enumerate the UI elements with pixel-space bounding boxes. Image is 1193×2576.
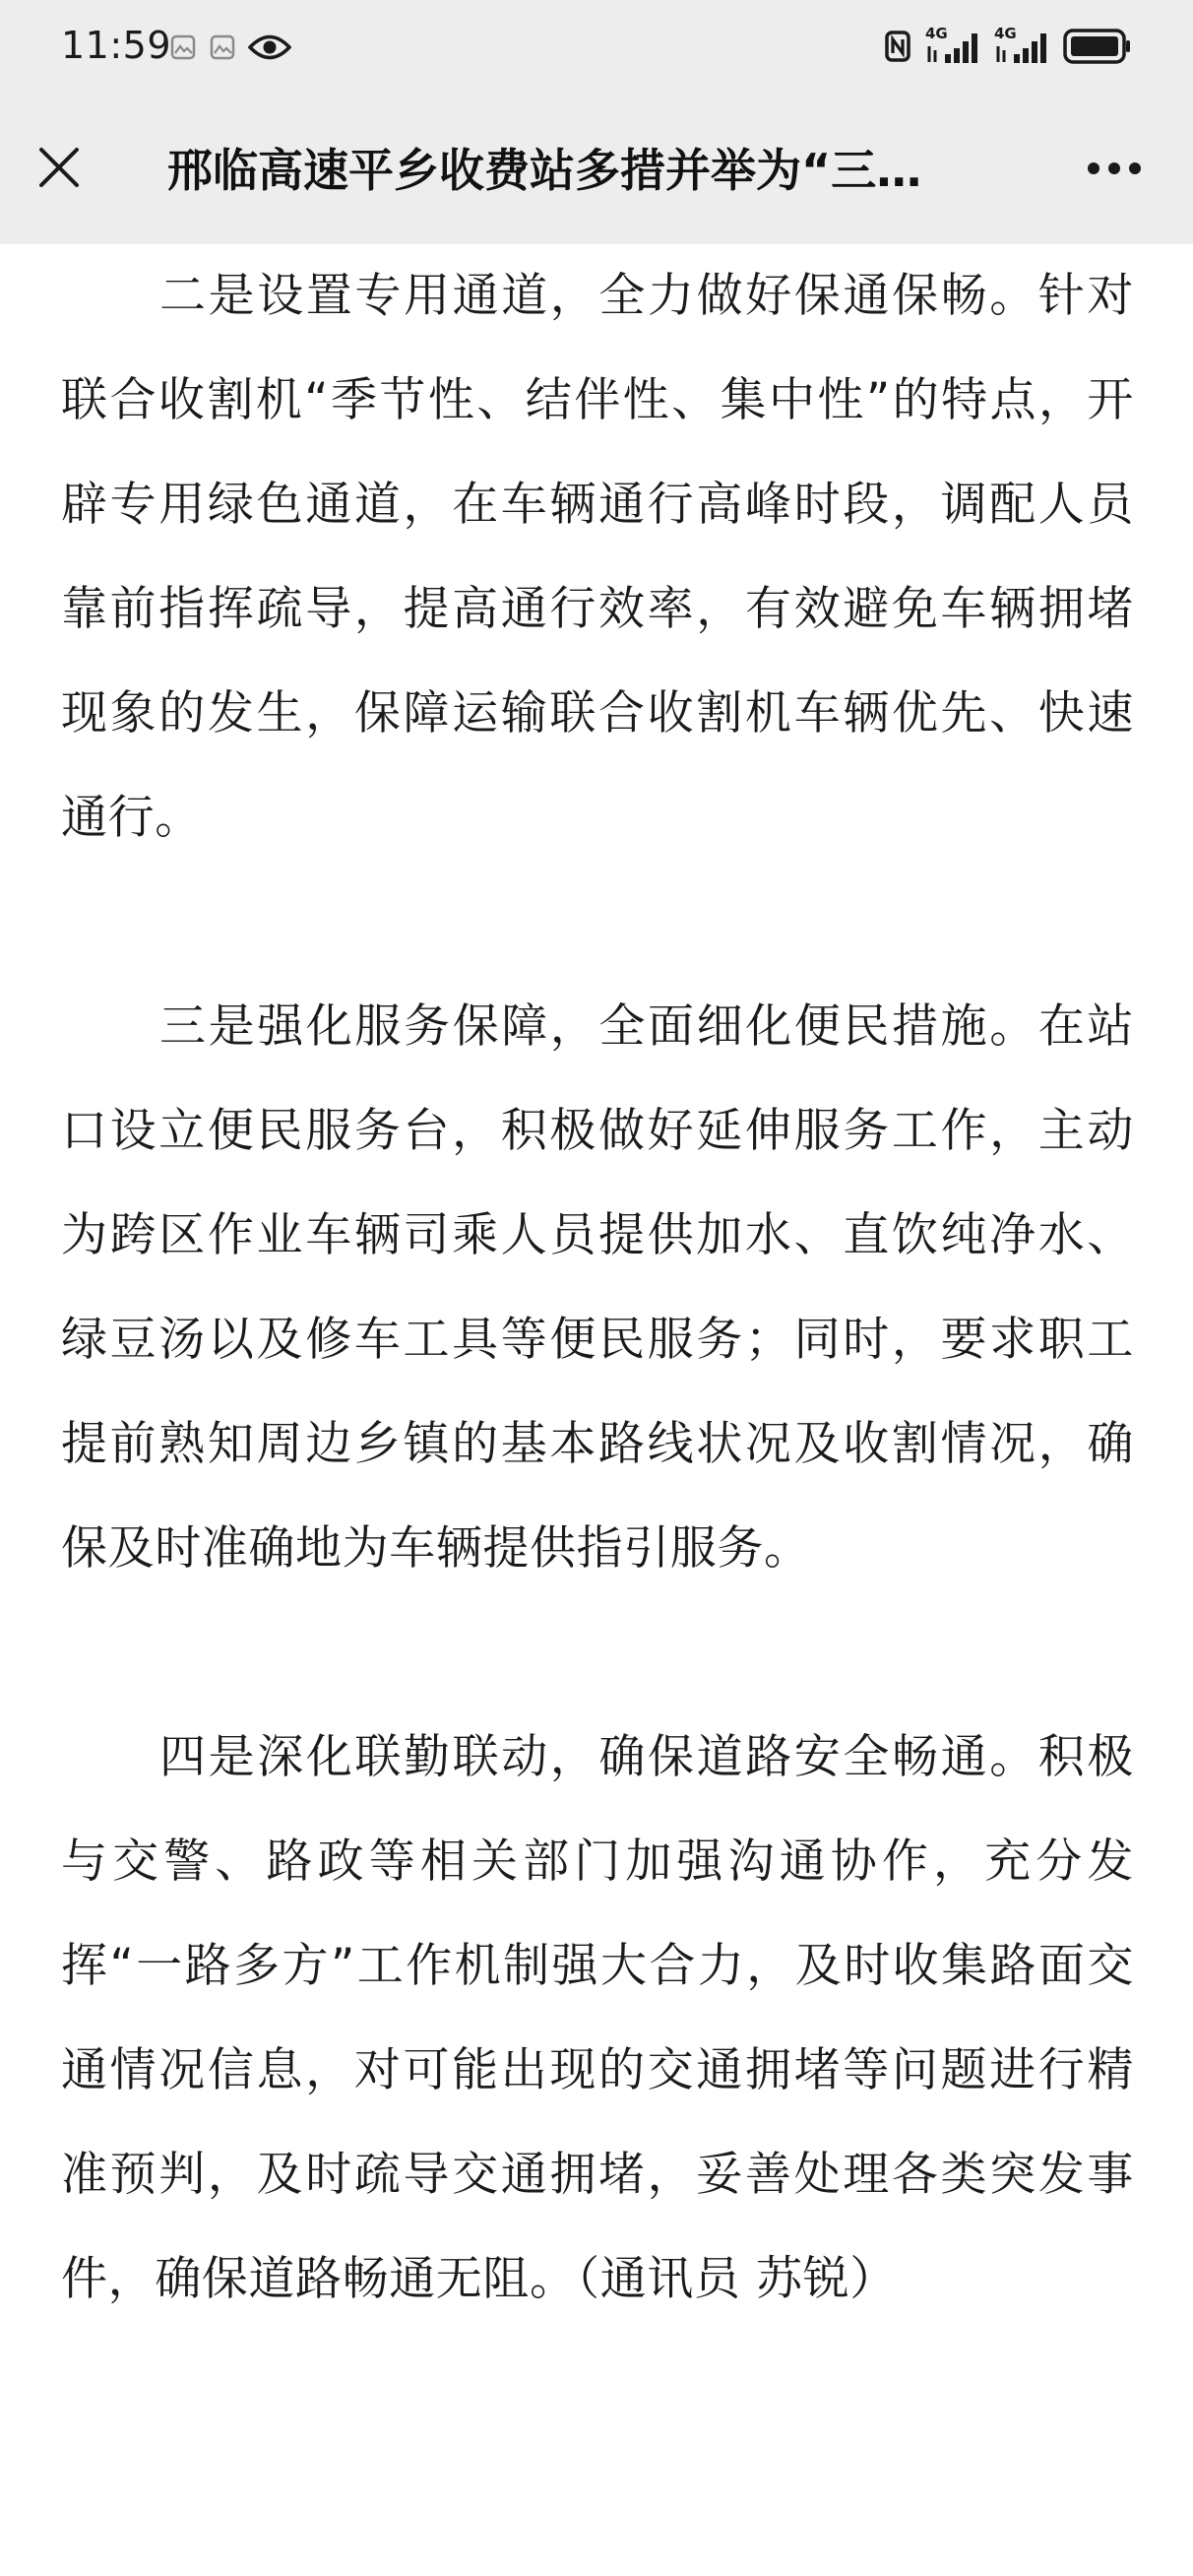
nfc-icon <box>884 30 911 67</box>
status-left-icons <box>169 30 291 69</box>
signal-4g-icon <box>994 25 1049 68</box>
status-time: 11:59 <box>61 24 172 67</box>
more-button[interactable] <box>1075 140 1154 199</box>
eye-icon <box>248 32 291 66</box>
notification-image-icon <box>169 33 197 65</box>
close-button[interactable] <box>30 140 89 199</box>
notification-image-icon <box>209 33 236 65</box>
article-paragraph: 四是深化联勤联动，确保道路安全畅通。积极与交警、路政等相关部门加强沟通协作，充分发挥“一路多方”工作机制强大合力，及时收集路面交通情况信息，对可能出现的交通拥堵等问题进行精准预判，及时疏导交通拥堵，妥善处理各类突发事件，确保道路畅通无阻。（通讯员 苏锐） <box>61 1730 1134 2306</box>
article-paragraph: 三是强化服务保障，全面细化便民措施。在站口设立便民服务台，积极做好延伸服务工作，主动为跨区作业车辆司乘人员提供加水、直饮纯净水、绿豆汤以及修车工具等便民服务；同时，要求职工提前熟知周边乡镇的基本路线状况及收割情况，确保及时准确地为车辆提供指引服务。 <box>61 999 1134 1576</box>
signal-4g-icon <box>925 25 980 68</box>
article-paragraph: 二是设置专用通道，全力做好保通保畅。针对联合收割机“季节性、结伴性、集中性”的特点，开辟专用绿色通道，在车辆通行高峰时段，调配人员靠前指挥疏导，提高通行效率，有效避免车辆拥堵现象的发生，保障运输联合收割机车辆优先、快速通行。 <box>61 269 1134 845</box>
battery-icon <box>1063 28 1132 69</box>
network-type-label: 4G <box>925 25 948 42</box>
network-type-label: 4G <box>994 25 1017 42</box>
page-title: 邢临高速平乡收费站多措并举为“三… <box>167 144 922 197</box>
header-area <box>0 0 1193 244</box>
status-right-icons <box>884 26 1132 71</box>
status-bar <box>0 0 1193 98</box>
article-body <box>61 244 1134 2332</box>
close-icon <box>37 146 81 193</box>
nav-bar <box>0 98 1193 244</box>
more-horizontal-icon <box>1087 161 1142 179</box>
